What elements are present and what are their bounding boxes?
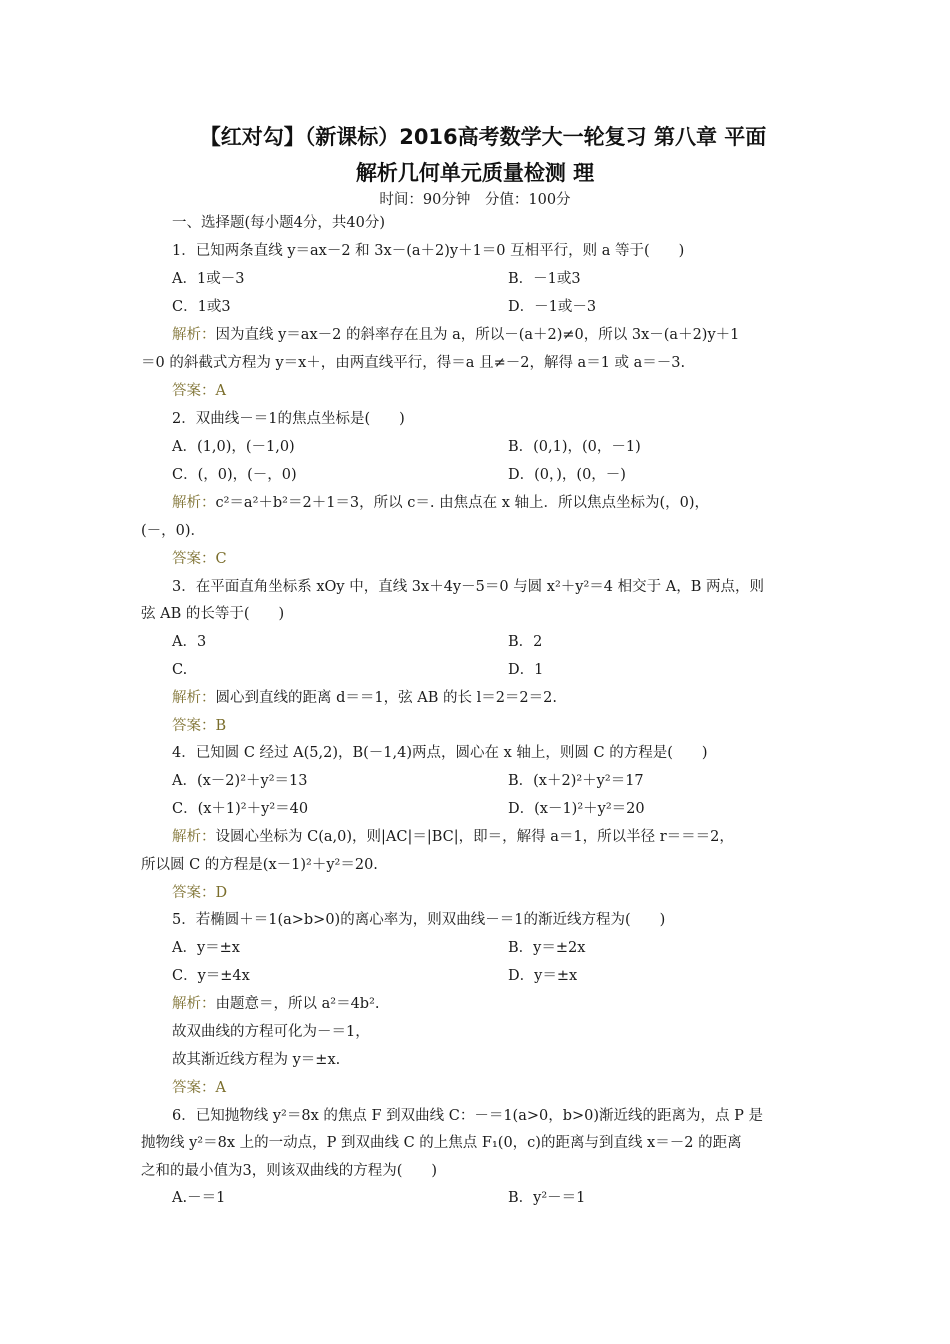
q1-option-a: A．1或－3 [172,271,245,287]
q1-option-b: B．－1或3 [508,271,581,287]
q5-option-b: B．y＝±2x [508,940,586,956]
analysis-label: 解析： [172,690,216,706]
q5-option-c: C．y＝±4x [172,968,250,984]
q1-analysis-1: 解析：因为直线 y＝ax－2 的斜率存在且为 a，所以－(a＋2)≠0，所以 3x－(a＋2)y＋1 [172,327,740,343]
analysis-label: 解析： [172,327,216,343]
q5-answer: 答案：A [172,1080,226,1096]
doc-title-line2: 解析几何单元质量检测 理 [355,161,595,185]
q6-stem-2: 抛物线 y²＝8x 上的一动点，P 到双曲线 C 的上焦点 F₁(0，c)的距离与到直线 x＝－2 的距离 [141,1135,742,1151]
q4-answer: 答案：D [172,885,228,901]
q3-option-a: A．3 [172,634,207,650]
q1-analysis-2: ＝0 的斜截式方程为 y＝x＋，由两直线平行，得＝a 且≠－2，解得 a＝1 或 a＝－3. [141,355,686,371]
q2-option-b: B．(0,1)，(0，－1) [508,439,641,455]
doc-title-line1: 【红对勾】（新课标）2016高考数学大一轮复习 第八章 平面 [199,125,767,149]
q3-stem-2: 弦 AB 的长等于( ) [141,606,285,622]
q4-option-a: A．(x－2)²＋y²＝13 [172,773,308,789]
q6-option-b: B．y²－＝1 [508,1190,586,1206]
q3-answer: 答案：B [172,718,227,734]
q5-analysis-2: 故双曲线的方程可化为－＝1， [172,1024,370,1040]
q1-option-c: C．1或3 [172,299,231,315]
q6-stem-3: 之和的最小值为3，则该双曲线的方程为( ) [141,1163,438,1179]
q6-option-a: A.－＝1 [172,1190,226,1206]
q1-option-d: D．－1或－3 [508,299,597,315]
q2-option-d: D．(0，)，(0，－) [508,467,626,483]
q5-option-d: D．y＝±x [508,968,578,984]
q4-stem: 4．已知圆 C 经过 A(5,2)，B(－1,4)两点，圆心在 x 轴上，则圆 C 的方程是( ) [172,745,708,761]
q2-analysis-1: 解析：c²＝a²＋b²＝2＋1＝3，所以 c＝. 由焦点在 x 轴上．所以焦点坐标为(，0)， [172,495,710,511]
q1-stem: 1．已知两条直线 y＝ax－2 和 3x－(a＋2)y＋1＝0 互相平行，则 a 等于( ) [172,243,685,259]
q1-answer: 答案：A [172,383,226,399]
q5-option-a: A．y＝±x [172,940,240,956]
q3-option-d: D．1 [508,662,544,678]
q2-stem: 2．双曲线－＝1的焦点坐标是( ) [172,411,405,427]
exam-meta: 时间：90分钟 分值：100分 [379,192,571,208]
analysis-label: 解析： [172,829,216,845]
q5-stem: 5．若椭圆＋＝1(a>b>0)的离心率为，则双曲线－＝1的渐近线方程为( ) [172,912,666,928]
q5-analysis-3: 故其渐近线方程为 y＝±x. [172,1052,341,1068]
q3-option-c: C. [172,662,188,678]
q4-analysis-1: 解析：设圆心坐标为 C(a,0)，则|AC|＝|BC|，即＝，解得 a＝1，所以半径 r＝＝＝2， [172,829,734,845]
q4-option-b: B．(x＋2)²＋y²＝17 [508,773,644,789]
q4-analysis-2: 所以圆 C 的方程是(x－1)²＋y²＝20. [141,857,378,873]
q5-analysis-1: 解析：由题意＝，所以 a²＝4b². [172,996,380,1012]
analysis-label: 解析： [172,996,216,1012]
analysis-label: 解析： [172,495,216,511]
section-heading: 一、选择题(每小题4分，共40分) [172,215,385,231]
q2-option-a: A．(1,0)，(－1,0) [172,439,295,455]
q6-stem-1: 6．已知抛物线 y²＝8x 的焦点 F 到双曲线 C：－＝1(a>0，b>0)渐近线的距离为，点 P 是 [172,1108,764,1124]
q2-analysis-2: (－，0)． [141,523,206,539]
q2-option-c: C．(，0)，(－，0) [172,467,297,483]
q4-option-d: D．(x－1)²＋y²＝20 [508,801,645,817]
q3-analysis-1: 解析：圆心到直线的距离 d＝＝1，弦 AB 的长 l＝2＝2＝2. [172,690,557,706]
q2-answer: 答案：C [172,551,227,567]
q3-option-b: B．2 [508,634,543,650]
q4-option-c: C．(x＋1)²＋y²＝40 [172,801,309,817]
q3-stem-1: 3．在平面直角坐标系 xOy 中，直线 3x＋4y－5＝0 与圆 x²＋y²＝4 相交于 A，B 两点，则 [172,579,764,595]
